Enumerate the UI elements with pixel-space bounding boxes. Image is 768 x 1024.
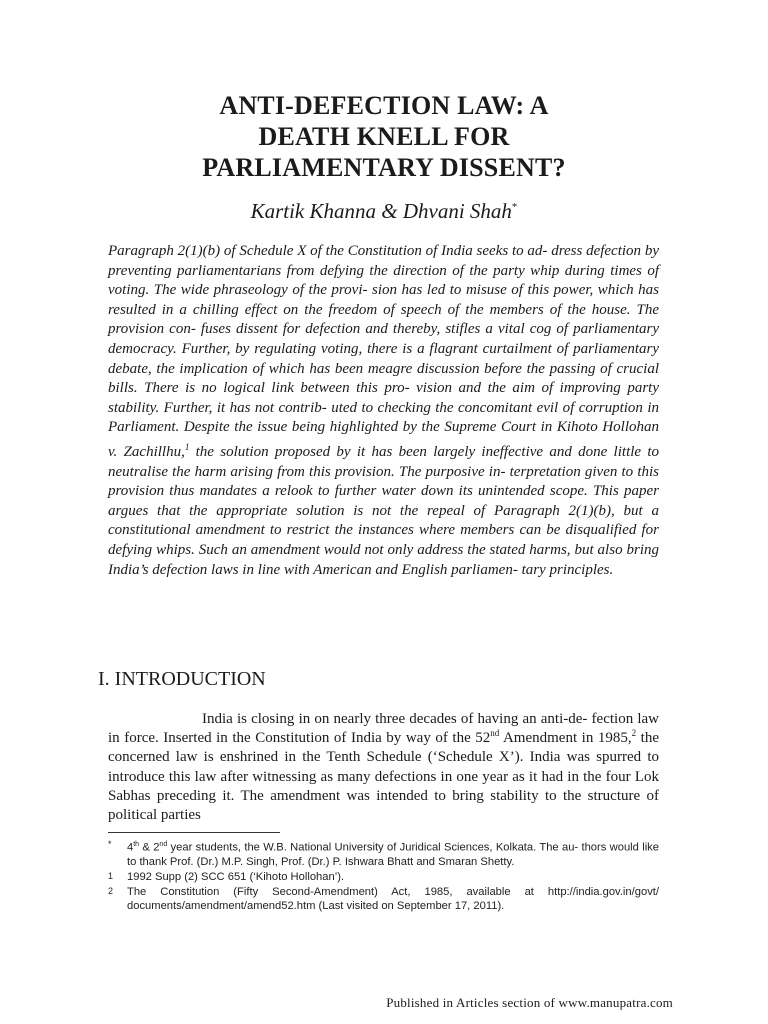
abstract xyxy=(108,242,659,580)
footnote-item xyxy=(108,885,659,914)
abstract-text-2: the solution proposed by it has been largely ineffective and done little to neutralise the harm arising from this provision. The purposive in- terpretation given to this provision thus mandates a relook to further water down its unintended scope. This paper argues that the appropriate solution is not the repeal of Paragraph 2(1)(b), but a constitutional amendment to restrict the instances where members can be disqualified for defying whips. Such an amendment would not only address the stated harms, but also bring India’s defection laws in line with American and English parliamen- tary principles. xyxy=(108,443,660,578)
footnote-sup: th xyxy=(133,841,140,848)
footnote-text: 4 xyxy=(127,841,134,854)
footnote-mark: 2 xyxy=(108,885,114,896)
footnote-mark: 1 xyxy=(108,870,114,881)
abstract-text-1: Paragraph 2(1)(b) of Schedule X of the Constitution of India seeks to ad- dress defection by preventing parliamentarians from defying the direction of the party whip during times of voting. The wide phraseology of the provi- sion has led to misuse of this power, which has resulted in a chilling effect on the freedom of speech of the members of the house. The provision con- fuses dissent for defection and thereby, stifles a vital cog of parliamentary democracy. Further, by regulating voting, there is a flagrant curtailment of parliamentary debate, the implication of which has been meagre discussion before the passing of crucial bills. There is no logical link between this pro- vision and the aim of improving party stability. Further, it has not contrib- uted to checking the concomitant evil of corruption in Parliament. Despite the issue being highlighted by the Supreme Court in Kihoto Hollohan v. Zachillhu, xyxy=(108,243,659,460)
footnotes xyxy=(108,838,659,914)
publisher-footer: Published in Articles section of www.manupatra.com xyxy=(386,995,673,1010)
intro-text-3: the concerned law is enshrined in the Tenth Schedule (‘Schedule X’). India was spurred to introduce this law after witnessing as many defections in one year as it had in the four Lok Sabhas preceding it. The amendment was intended to bring stability to the structure of political parties xyxy=(108,730,659,824)
intro-footnote-ref: 2 xyxy=(631,728,637,739)
footnote-mark: * xyxy=(108,839,112,849)
intro-sup-nd: nd xyxy=(490,728,500,739)
section-heading: I. INTRODUCTION xyxy=(98,668,266,690)
title-line-3: PARLIAMENTARY DISSENT? xyxy=(202,153,566,182)
intro-text-2: Amendment in 1985, xyxy=(499,730,632,747)
author-footnote-mark: * xyxy=(511,201,518,213)
footnote-text: 1992 Supp (2) SCC 651 (‘Kihoto Hollohan’). xyxy=(127,870,345,883)
footnote-item xyxy=(108,838,659,870)
intro-text-1: India is closing in on nearly three decades of having an anti-de- fection law in force. Inserted in the Constitution of India by way of the 52 xyxy=(108,711,659,747)
author-line xyxy=(0,199,768,224)
footnote-text: & 2 xyxy=(139,841,160,854)
footnote-divider xyxy=(108,832,280,833)
title-line-2: DEATH KNELL FOR xyxy=(258,122,510,151)
title-line-1: ANTI-DEFECTION LAW: A xyxy=(219,91,549,120)
abstract-footnote-ref: 1 xyxy=(184,441,190,452)
author-names: Kartik Khanna & Dhvani Shah xyxy=(250,199,512,223)
paper-title xyxy=(0,90,768,183)
footnote-text: year students, the W.B. National University of Juridical Sciences, Kolkata. The au- thors would like to thank Prof. (Dr.) M.P. Singh, Prof. (Dr.) P. Ishwara Bhatt and Smaran Shetty. xyxy=(127,841,659,869)
intro-paragraph xyxy=(108,710,659,825)
footnote-item xyxy=(108,870,659,885)
footnote-sup: nd xyxy=(159,841,168,848)
footnote-text: The Constitution (Fifty Second-Amendment) Act, 1985, available at http://india.gov.in/govt/ documents/amendment/amend52.htm (Last visited on September 17, 2011). xyxy=(127,885,659,913)
